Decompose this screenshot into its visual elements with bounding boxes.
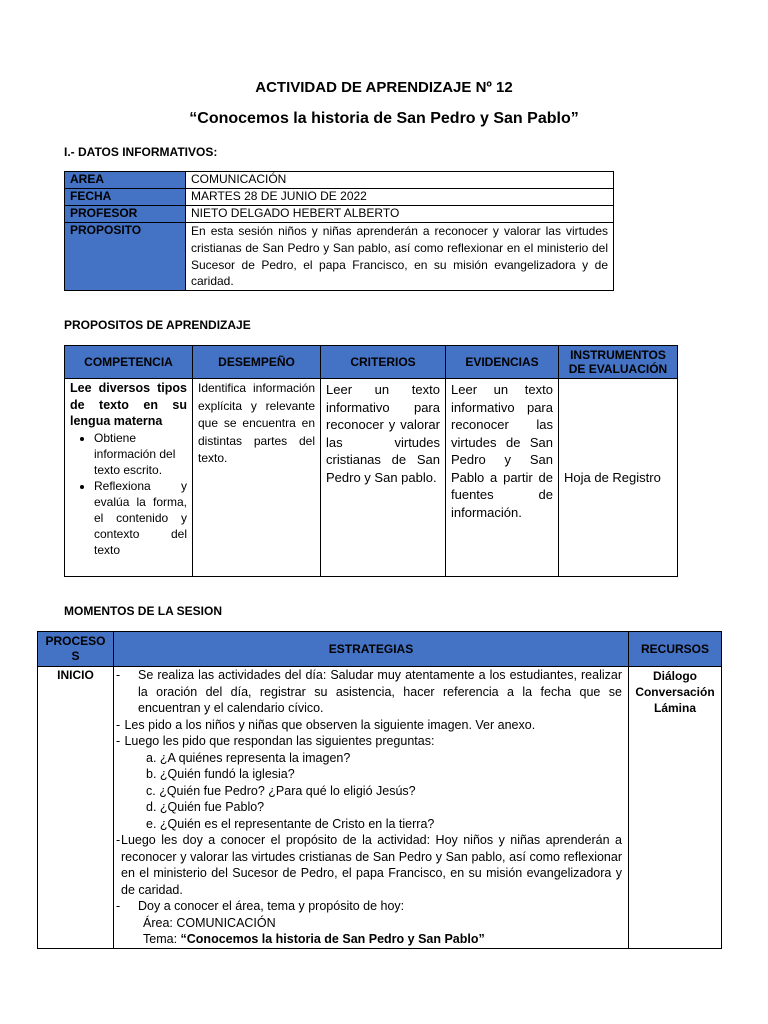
criterios-cell: Leer un texto informativo para reconocer y valorar las virtudes cristianas de San Pedro y San pablo. <box>321 379 446 577</box>
datos-label: FECHA <box>65 189 186 206</box>
dash-mark: - <box>116 668 121 682</box>
col-desempeno: DESEMPEÑO <box>193 346 321 379</box>
table-header-row <box>65 346 678 379</box>
propositos-table <box>64 345 678 577</box>
tema-line <box>116 931 622 948</box>
competencia-cell <box>65 379 193 577</box>
estrategias-cell <box>114 667 629 949</box>
recurso-item: Diálogo <box>653 669 697 683</box>
col-instrumentos: INSTRUMENTOS DE EVALUACIÓN <box>559 346 678 379</box>
desempeno-cell: Identifica información explícita y relevante que se encuentra en distintas partes del texto. <box>193 379 321 577</box>
table-row <box>38 667 722 949</box>
list-item: • Reflexiona y evalúa la forma, el contenido y contexto del texto <box>94 478 187 558</box>
tema-label: Tema: <box>143 932 181 946</box>
recurso-item: Lámina <box>653 701 696 715</box>
datos-value: En esta sesión niños y niñas aprenderán a reconocer y valorar las virtudes cristianas de San Pedro y San pablo, así como reflexionar en el ministerio del Sucesor de Pedro, el papa Francisco, en su misión evangelizadora y de caridad. <box>186 223 614 291</box>
strategy-item <box>116 898 622 915</box>
question-item: a. ¿A quiénes representa la imagen? <box>146 750 351 765</box>
col-evidencias: EVIDENCIAS <box>446 346 559 379</box>
col-recursos: RECURSOS <box>629 632 722 667</box>
datos-value: COMUNICACIÓN <box>186 172 614 189</box>
table-row <box>65 379 678 577</box>
table-row <box>65 206 614 223</box>
question-item: e. ¿Quién es el representante de Cristo en la tierra? <box>146 816 435 831</box>
question-item: c. ¿Quién fue Pedro? ¿Para qué lo eligió Jesús? <box>146 783 416 798</box>
datos-table <box>64 171 614 291</box>
datos-value: MARTES 28 DE JUNIO DE 2022 <box>186 189 614 206</box>
evidencias-cell: Leer un texto informativo para reconocer las virtudes de San Pedro y San Pablo a partir de fuentes de información. <box>446 379 559 577</box>
proceso-cell: INICIO <box>38 667 114 949</box>
momentos-heading: MOMENTOS DE LA SESION <box>64 604 223 618</box>
propositos-heading: PROPOSITOS DE APRENDIZAJE <box>64 318 251 332</box>
datos-label: AREA <box>65 172 186 189</box>
momentos-table <box>37 631 722 949</box>
question-item: b. ¿Quién fundó la iglesia? <box>146 767 295 781</box>
strategy-text: Les pido a los niños y niñas que observen la siguiente imagen. Ver anexo. <box>124 717 536 732</box>
col-criterios: CRITERIOS <box>321 346 446 379</box>
area-line: Área: COMUNICACIÓN <box>143 915 276 930</box>
strategy-item <box>116 717 622 734</box>
table-header-row <box>38 632 722 667</box>
dash-mark: - <box>116 734 121 748</box>
col-competencia: COMPETENCIA <box>65 346 193 379</box>
page-title: ACTIVIDAD DE APRENDIZAJE Nº 12 <box>255 79 513 96</box>
strategy-text: Luego les pido que respondan las siguientes preguntas: <box>124 734 435 748</box>
datos-label: PROFESOR <box>65 206 186 223</box>
strategy-item <box>116 733 622 750</box>
recurso-item: Conversación <box>635 685 715 699</box>
datos-heading: I.- DATOS INFORMATIVOS: <box>64 145 218 159</box>
dash-mark: - <box>116 833 121 847</box>
competencia-list <box>70 430 187 558</box>
table-row <box>65 189 614 206</box>
tema-value: “Conocemos la historia de San Pedro y San Pablo” <box>180 932 485 946</box>
question-item: d. ¿Quién fue Pablo? <box>146 800 265 814</box>
col-procesos-line2: S <box>71 649 80 663</box>
col-procesos <box>38 632 114 667</box>
list-item: • Obtiene información del texto escrito. <box>94 430 187 478</box>
datos-label: PROPOSITO <box>65 223 186 291</box>
datos-value: NIETO DELGADO HEBERT ALBERTO <box>186 206 614 223</box>
strategy-text: Doy a conocer el área, tema y propósito de hoy: <box>138 899 405 913</box>
instrumentos-cell: Hoja de Registro <box>559 379 678 577</box>
table-row <box>65 172 614 189</box>
col-procesos-line1: PROCESO <box>45 634 106 648</box>
competencia-title: Lee diversos tipos de texto en su lengua materna <box>70 381 187 428</box>
strategy-item <box>116 667 622 717</box>
page-subtitle: “Conocemos la historia de San Pedro y San Pablo” <box>189 110 579 127</box>
table-row <box>65 223 614 291</box>
dash-mark: - <box>116 899 121 913</box>
strategy-text: Se realiza las actividades del día: Saludar muy atentamente a los estudiantes, realizar la oración del día, registrar su asistencia, hacer referencia a la fecha que se encuentran y el calendario cívico. <box>138 668 622 715</box>
col-estrategias: ESTRATEGIAS <box>114 632 629 667</box>
strategy-text: Luego les doy a conocer el propósito de la actividad: Hoy niños y niñas aprenderán a reconocer y valorar las virtudes cristianas de San Pedro y San pablo, así como reflexionar en el ministerio del Sucesor de Pedro, el papa Francisco, en su misión evangelizadora y de caridad. <box>121 833 622 897</box>
dash-mark: - <box>116 717 121 732</box>
recursos-cell <box>629 667 722 949</box>
strategy-item <box>116 832 622 898</box>
